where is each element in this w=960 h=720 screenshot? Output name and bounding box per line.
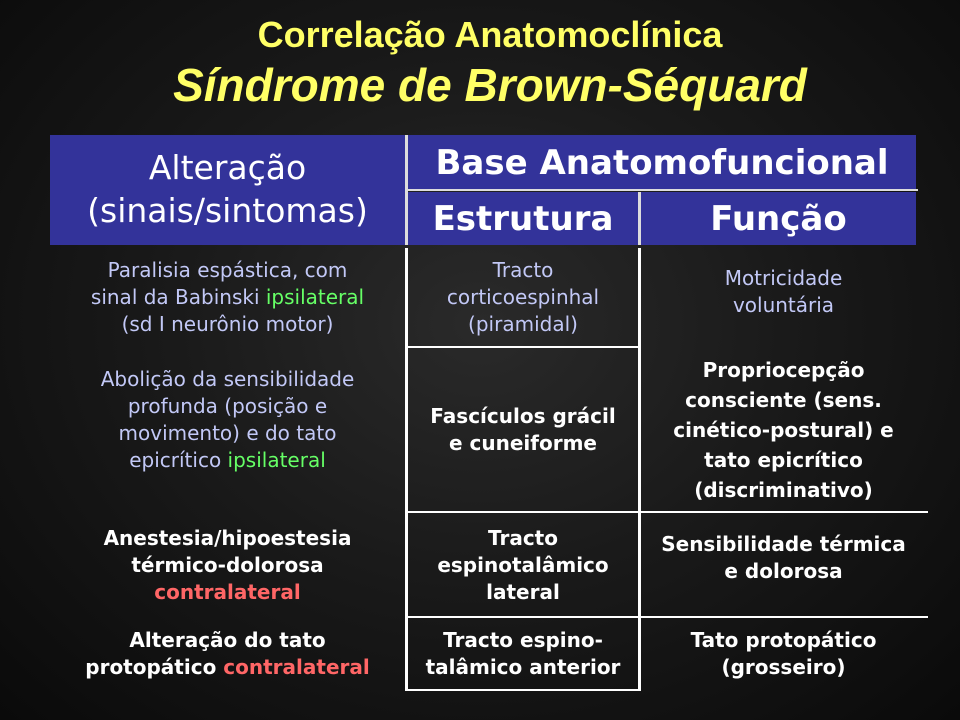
grid-hline-1 — [405, 346, 641, 348]
row-2-estrutura: Fascículos grácil e cuneiforme — [430, 404, 616, 455]
header-vdivider-2 — [638, 192, 641, 245]
header-funcao: Função — [641, 192, 916, 245]
grid-vline-2 — [638, 248, 641, 691]
row-4-estrutura: Tracto espino- talâmico anterior — [425, 628, 621, 679]
row-2-funcao: Propriocepção consciente (sens. cinético-postural) e tato epicrítico (discriminativo) — [673, 358, 894, 502]
row-1-funcao: Motricidade voluntária — [724, 266, 843, 317]
header-estrutura: Estrutura — [408, 192, 638, 245]
ipsilateral-label: ipsilateral — [227, 448, 326, 472]
contralateral-label: contralateral — [223, 655, 370, 679]
row-3-estrutura: Tracto espinotalâmico lateral — [437, 525, 609, 604]
header-base-anatomofuncional: Base Anatomofuncional — [408, 135, 916, 190]
ipsilateral-label: ipsilateral — [265, 284, 365, 309]
grid-hline-3 — [405, 616, 928, 618]
row-4-funcao: Tato protopático (grosseiro) — [690, 628, 877, 679]
row-4-alteracao: Alteração do tato protopático contralateral — [85, 628, 370, 679]
header-alteracao — [50, 135, 405, 245]
row-3-alteracao: Anestesia/hipoestesia térmico-dolorosa contralateral — [103, 525, 352, 604]
row-1-alteracao: Paralisia espástica, com sinal da Babinski ipsilateral (sd I neurônio motor) — [90, 257, 365, 336]
row-1-estrutura: Tracto corticoespinhal (piramidal) — [446, 257, 600, 336]
header-alteracao-line2: (sinais/sintomas) — [87, 191, 368, 230]
grid-hline-4 — [405, 689, 641, 691]
grid-vline-1 — [405, 248, 408, 691]
contralateral-label: contralateral — [154, 579, 301, 604]
header-alteracao-line1: Alteração — [148, 148, 307, 188]
grid-hline-2 — [405, 511, 928, 513]
row-3-funcao: Sensibilidade térmica e dolorosa — [661, 532, 906, 583]
header-vdivider-1 — [405, 135, 408, 245]
page-subtitle: Síndrome de Brown-Séquard — [173, 59, 807, 111]
header-divider — [405, 189, 918, 191]
row-2-alteracao: Abolição da sensibilidade profunda (posição e movimento) e do tato epicrítico ipsilateral — [100, 367, 355, 472]
page-title: Correlação Anatomoclínica — [257, 14, 723, 55]
